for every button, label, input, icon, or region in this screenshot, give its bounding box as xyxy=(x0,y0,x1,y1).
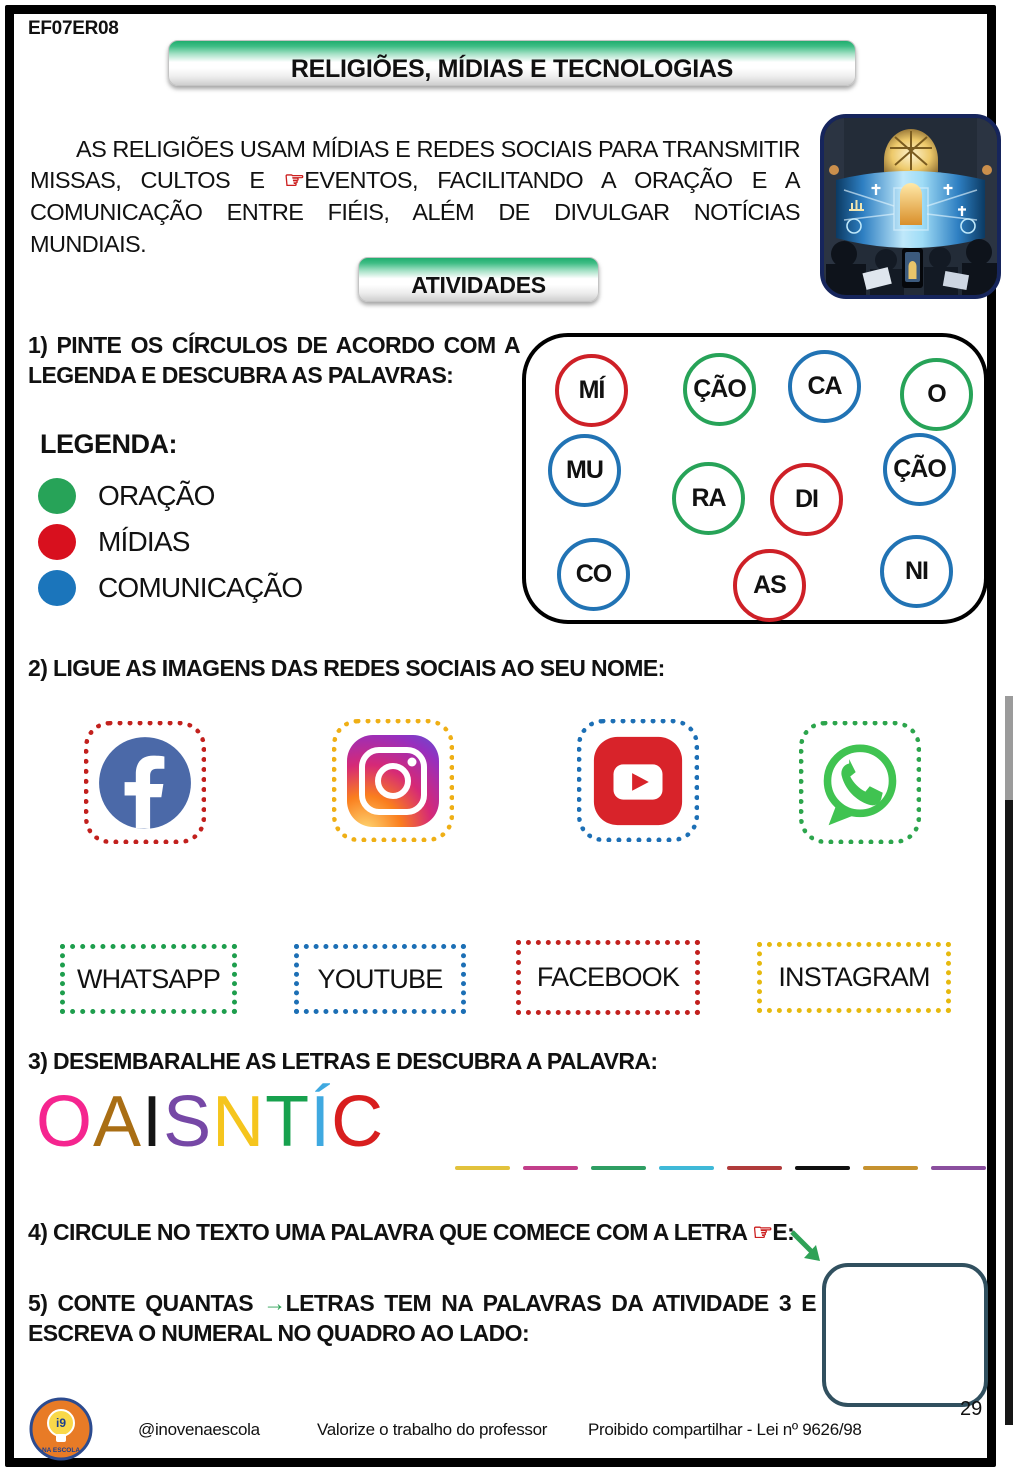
legend-item xyxy=(38,523,302,561)
youtube-icon-box[interactable] xyxy=(577,719,699,842)
footer-handle: @inovenaescola xyxy=(138,1420,260,1439)
scrambled-letter: Í xyxy=(310,1082,332,1162)
social-name-box-instagram[interactable]: INSTAGRAM xyxy=(757,942,951,1013)
pointing-hand-icon: ☞ xyxy=(283,167,305,194)
green-arrow-icon xyxy=(786,1229,824,1265)
intro-text-2: EVENTOS, FACILITANDO A ORAÇÃO E A COMUNICAÇÃO ENTRE FIÉIS, ALÉM DE DIVULGAR NOTÍCIAS MUNDIAIS. xyxy=(30,167,800,258)
activities-banner: ATIVIDADES xyxy=(358,257,599,302)
legend-color-dot xyxy=(38,570,76,606)
legend-color-dot xyxy=(38,524,76,560)
activity3-title: 3) DESEMBARALHE AS LETRAS E DESCUBRA A PALAVRA: xyxy=(28,1048,658,1074)
syllable-circle[interactable]: O xyxy=(900,358,973,431)
social-name-box-whatsapp[interactable]: WHATSAPP xyxy=(60,944,237,1014)
social-name-box-facebook[interactable]: FACEBOOK xyxy=(516,940,700,1015)
logo-subtext: NA ESCOLA xyxy=(41,1447,81,1454)
syllable-circle[interactable]: ÇÃO xyxy=(683,353,756,426)
answer-dashes xyxy=(455,1166,986,1170)
logo-text: i9 xyxy=(55,1416,67,1430)
activity5-text-2: LETRAS TEM NA PALAVRAS DA ATIVIDADE 3 E ESCREVA O NUMERAL NO QUADRO AO LADO: xyxy=(28,1290,816,1347)
activity2-title: 2) LIGUE AS IMAGENS DAS REDES SOCIAIS AO SEU NOME: xyxy=(28,655,665,681)
facebook-icon-box[interactable] xyxy=(84,721,206,844)
right-arrow-icon: → xyxy=(263,1290,286,1316)
scrollbar-track[interactable] xyxy=(1005,800,1013,1425)
numeral-answer-box[interactable] xyxy=(822,1263,988,1407)
facebook-icon xyxy=(96,734,194,832)
syllable-circle[interactable]: CA xyxy=(788,350,861,423)
page-title: RELIGIÕES, MÍDIAS E TECNOLOGIAS xyxy=(168,40,856,86)
legend-title: LEGENDA: xyxy=(40,429,177,459)
legend-label: ORAÇÃO xyxy=(98,480,215,511)
page-number: 29 xyxy=(960,1398,983,1420)
syllable-circle[interactable]: ÇÃO xyxy=(883,433,956,506)
instagram-icon xyxy=(343,731,443,831)
answer-dash-line[interactable] xyxy=(931,1166,986,1170)
lightbulb-logo-icon xyxy=(28,1396,94,1462)
scrambled-letter: S xyxy=(163,1082,213,1162)
scrambled-letter: C xyxy=(331,1082,385,1162)
skill-code: EF07ER08 xyxy=(28,18,119,39)
answer-dash-line[interactable] xyxy=(659,1166,714,1170)
syllable-circle[interactable]: RA xyxy=(672,462,745,535)
scrambled-letters xyxy=(36,1082,384,1163)
scrollbar-thumb[interactable] xyxy=(1005,696,1013,800)
syllable-circle[interactable]: CO xyxy=(557,538,630,611)
activity1-title: 1) PINTE OS CÍRCULOS DE ACORDO COM A LEGENDA E DESCUBRA AS PALAVRAS: xyxy=(28,332,520,389)
legend-item xyxy=(38,477,302,515)
answer-dash-line[interactable] xyxy=(455,1166,510,1170)
footer-message: Valorize o trabalho do professor xyxy=(317,1420,548,1439)
syllable-circle[interactable]: DI xyxy=(770,463,843,536)
legend-color-dot xyxy=(38,478,76,514)
scrambled-letter: O xyxy=(36,1082,94,1162)
intro-paragraph xyxy=(30,134,800,262)
activity4-text-1: 4) CIRCULE NO TEXTO UMA PALAVRA QUE COMECE COM A LETRA xyxy=(28,1219,753,1245)
legend-list xyxy=(38,477,302,615)
whatsapp-icon xyxy=(808,731,912,835)
footer-warning: Proibido compartilhar - Lei nº 9626/98 xyxy=(588,1420,862,1439)
scrambled-letter: A xyxy=(93,1082,143,1162)
church-scene-graphic xyxy=(824,118,997,295)
legend-label: COMUNICAÇÃO xyxy=(98,572,303,603)
scrambled-letter: I xyxy=(142,1082,164,1162)
legend-label: MÍDIAS xyxy=(98,526,190,557)
activity4-text-2: E: xyxy=(772,1219,795,1245)
answer-dash-line[interactable] xyxy=(795,1166,850,1170)
school-logo xyxy=(28,1396,94,1462)
social-name-box-youtube[interactable]: YOUTUBE xyxy=(294,944,466,1014)
syllable-circle[interactable]: MÍ xyxy=(555,354,628,427)
answer-dash-line[interactable] xyxy=(727,1166,782,1170)
scrambled-letter: N xyxy=(212,1082,266,1162)
syllable-circle[interactable]: AS xyxy=(733,549,806,622)
youtube-icon xyxy=(589,732,687,830)
syllable-circles-box xyxy=(522,333,988,624)
activity5-text-1: 5) CONTE QUANTAS xyxy=(28,1290,264,1316)
answer-dash-line[interactable] xyxy=(591,1166,646,1170)
syllable-circle[interactable]: NI xyxy=(880,535,953,608)
scrambled-letter: T xyxy=(265,1082,311,1162)
church-media-illustration xyxy=(820,114,1001,299)
intro-text-1: AS RELIGIÕES USAM MÍDIAS E REDES SOCIAIS PARA TRANSMITIR MISSAS, CULTOS E xyxy=(30,135,800,194)
answer-dash-line[interactable] xyxy=(523,1166,578,1170)
answer-dash-line[interactable] xyxy=(863,1166,918,1170)
legend-item xyxy=(38,569,302,607)
syllable-circle[interactable]: MU xyxy=(548,434,621,507)
whatsapp-icon-box[interactable] xyxy=(799,721,921,844)
instagram-icon-box[interactable] xyxy=(332,719,454,842)
activity4-title xyxy=(28,1217,988,1247)
activity5-title xyxy=(28,1288,816,1349)
pointing-hand-icon: ☞ xyxy=(752,1219,773,1245)
